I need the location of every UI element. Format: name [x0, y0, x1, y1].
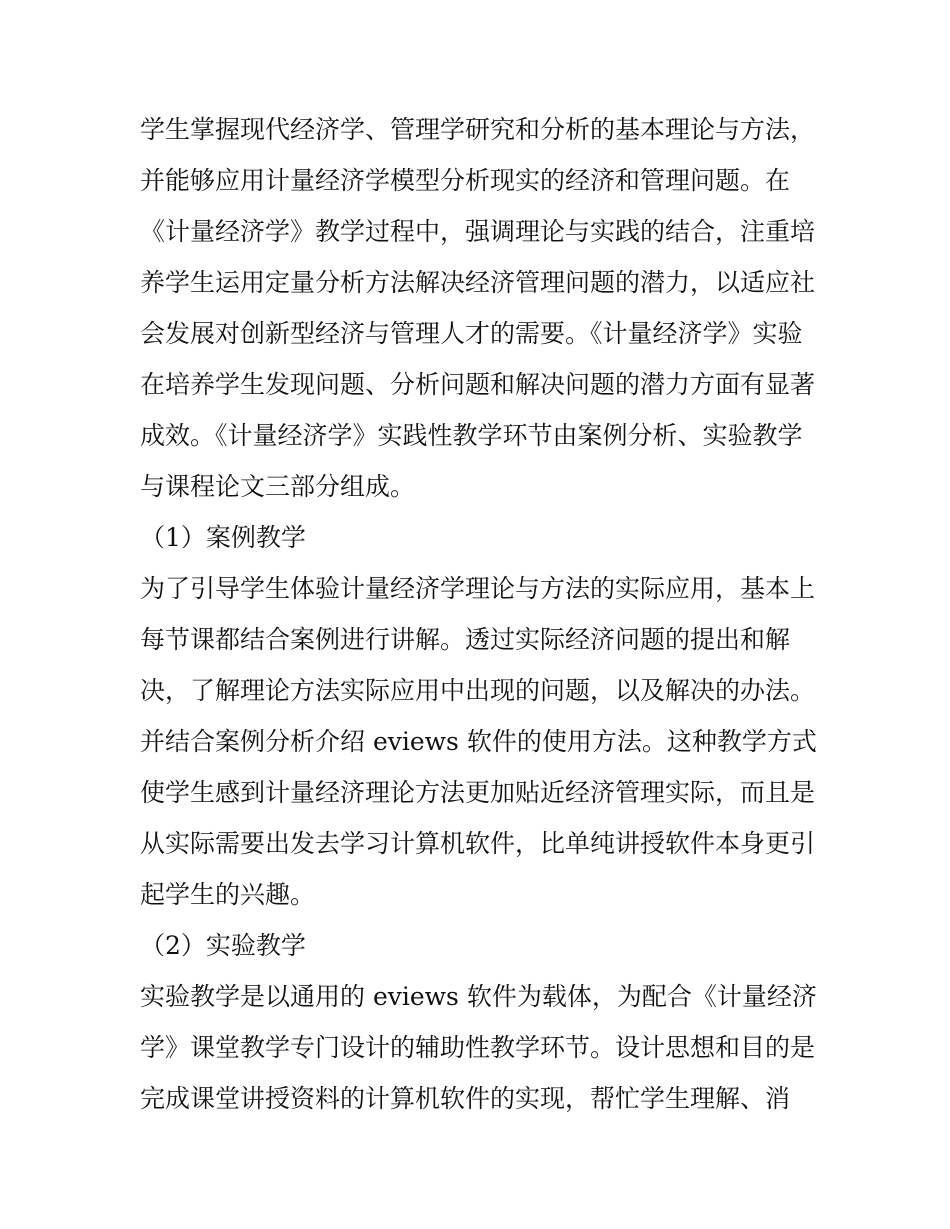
text-line: 在培养学生发现问题、分析问题和解决问题的潜力方面有显著 — [140, 370, 816, 399]
text-line: 完成课堂讲授资料的计算机软件的实现，帮忙学生理解、消 — [140, 1084, 791, 1113]
section-heading-case-teaching: （1）案例教学 — [140, 523, 306, 552]
text-line: 使学生感到计量经济理论方法更加贴近经济管理实际，而且是 — [140, 778, 816, 807]
text-line: 并结合案例分析介绍 eviews 软件的使用方法。这种教学方式 — [140, 727, 817, 756]
text-line: 成效。《计量经济学》实践性教学环节由案例分析、实验教学 — [140, 421, 803, 450]
body-text — [140, 104, 820, 1124]
text-line: 决，了解理论方法实际应用中出现的问题，以及解决的办法。 — [140, 676, 816, 705]
text-line: 《计量经济学》教学过程中，强调理论与实践的结合，注重培 — [140, 217, 816, 246]
section-heading-experiment-teaching: （2）实验教学 — [140, 931, 306, 960]
text-line: 为了引导学生体验计量经济学理论与方法的实际应用，基本上 — [140, 574, 816, 603]
text-line: 会发展对创新型经济与管理人才的需要。《计量经济学》实验 — [140, 319, 803, 348]
text-line: 与课程论文三部分组成。 — [140, 472, 416, 501]
text-line: 养学生运用定量分析方法解决经济管理问题的潜力，以适应社 — [140, 268, 816, 297]
text-line: 实验教学是以通用的 eviews 软件为载体，为配合《计量经济 — [140, 982, 817, 1011]
text-line: 每节课都结合案例进行讲解。透过实际经济问题的提出和解 — [140, 625, 791, 654]
text-line: 从实际需要出发去学习计算机软件，比单纯讲授软件本身更引 — [140, 829, 816, 858]
text-line: 并能够应用计量经济学模型分析现实的经济和管理问题。在 — [140, 166, 791, 195]
text-line: 起学生的兴趣。 — [140, 880, 316, 909]
text-line: 学生掌握现代经济学、管理学研究和分析的基本理论与方法， — [140, 115, 816, 144]
text-line: 学》课堂教学专门设计的辅助性教学环节。设计思想和目的是 — [140, 1033, 816, 1062]
